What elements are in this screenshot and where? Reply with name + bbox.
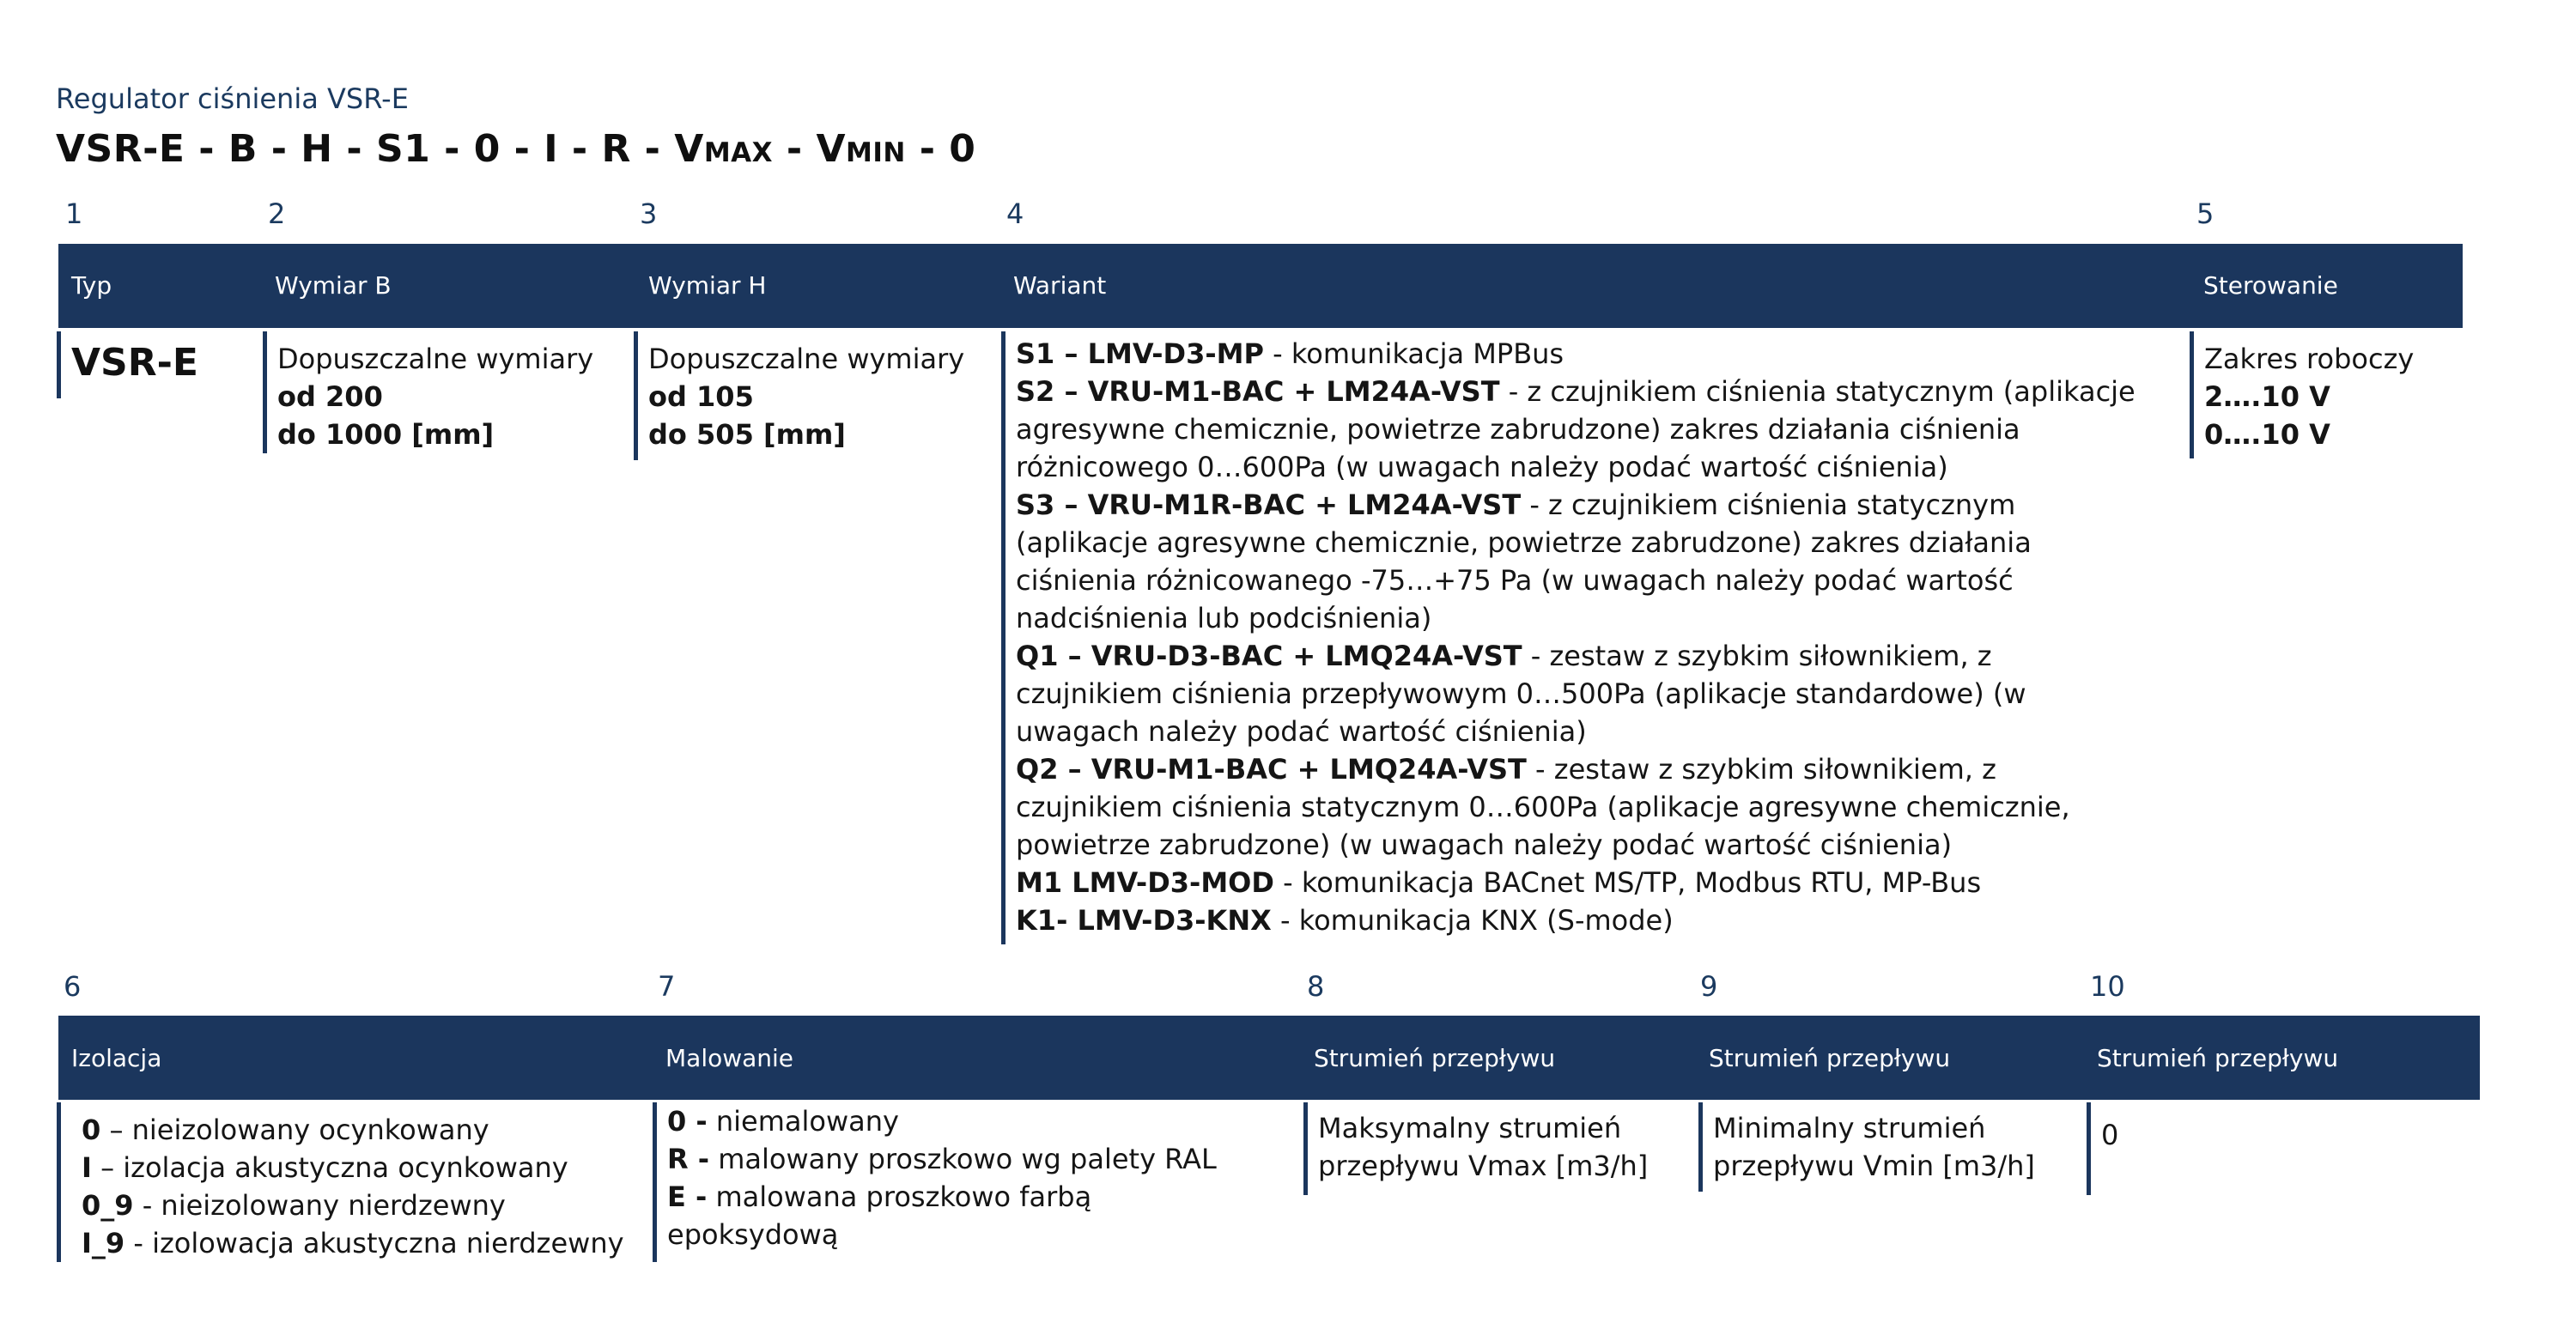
cell-izolacja (57, 1102, 653, 1262)
wariant-desc: - komunikacja BACnet MS/TP, Modbus RTU, MP-Bus (1273, 866, 1982, 899)
wariant-item (1016, 901, 2147, 939)
vmax-line2: przepływu Vmax [m3/h] (1318, 1150, 1649, 1182)
malowanie-desc: malowany proszkowo wg palety RAL (709, 1143, 1217, 1175)
header-sterowanie: Sterowanie (2203, 271, 2338, 300)
vmin-line2: przepływu Vmin [m3/h] (1713, 1150, 2035, 1182)
cell-wariant (1001, 331, 2164, 944)
wariant-item (1016, 750, 2147, 864)
col-number-7: 7 (658, 970, 676, 1003)
izolacja-item (82, 1186, 653, 1224)
wariant-code: S3 – VRU-M1R-BAC + LM24A-VST (1016, 489, 1522, 521)
cell-wymiar-h (634, 331, 1001, 460)
wariant-item (1016, 486, 2147, 637)
col-number-5: 5 (2196, 197, 2215, 230)
wymiar-b-line3: do 1000 [mm] (277, 418, 495, 451)
wariant-code: S1 – LMV-D3-MP (1016, 337, 1264, 370)
col-number-8: 8 (1307, 970, 1325, 1003)
wariant-code: M1 LMV-D3-MOD (1016, 866, 1274, 899)
cell-wymiar-b (263, 331, 634, 453)
malowanie-item (667, 1140, 1303, 1178)
header-typ: Typ (71, 271, 112, 300)
izolacja-code: I_9 (82, 1227, 125, 1259)
malowanie-item (667, 1102, 1303, 1140)
malowanie-desc: malowana proszkowo farbą epoksydową (667, 1180, 1092, 1251)
code-vmin-sub: MIN (846, 137, 906, 168)
cell-malowanie (653, 1102, 1303, 1262)
wariant-code: K1- LMV-D3-KNX (1016, 904, 1272, 937)
vmax-line1: Maksymalny strumień (1318, 1112, 1622, 1144)
sterowanie-line3: 0….10 V (2204, 418, 2330, 451)
izolacja-code: I (82, 1151, 92, 1184)
col-number-6: 6 (64, 970, 82, 1003)
wariant-desc: - komunikacja KNX (S-mode) (1271, 904, 1674, 937)
wariant-desc: - z czujnikiem ciśnienia statycznym (aplikacje agresywne chemicznie, powietrze zabrudzone) zakres działania ciśnienia różnicowanego -75…+75 Pa (w uwagach należy podać wartość nadciśnienia lub podciśnienia) (1016, 489, 2032, 634)
izolacja-desc: - izolowacja akustyczna nierdzewny (125, 1227, 624, 1259)
wariant-item (1016, 373, 2147, 486)
header-wymiar-h: Wymiar H (648, 271, 767, 300)
cell-sterowanie (2190, 331, 2473, 458)
cell-vmax (1303, 1102, 1698, 1195)
col-number-9: 9 (1700, 970, 1718, 1003)
wymiar-b-line2: od 200 (277, 380, 383, 413)
izolacja-item (82, 1149, 653, 1186)
vmin-line1: Minimalny strumień (1713, 1112, 1986, 1144)
header-izolacja: Izolacja (71, 1044, 162, 1072)
wariant-code: Q1 – VRU-D3-BAC + LMQ24A-VST (1016, 640, 1522, 672)
code-vmin-v: V (816, 127, 847, 171)
malowanie-code: 0 - (667, 1105, 708, 1138)
page-subtitle: Regulator ciśnienia VSR-E (56, 82, 409, 115)
wariant-desc: - komunikacja MPBus (1263, 337, 1564, 370)
malowanie-code: R - (667, 1143, 710, 1175)
col-number-1: 1 (65, 197, 83, 230)
code-vmax-sub: MAX (703, 137, 774, 168)
wymiar-h-line1: Dopuszczalne wymiary (648, 343, 965, 375)
sterowanie-line2: 2….10 V (2204, 380, 2330, 413)
header-strumien-last: Strumień przepływu (2097, 1044, 2339, 1072)
wariant-item (1016, 335, 2147, 373)
izolacja-item (82, 1224, 653, 1262)
col-number-3: 3 (640, 197, 658, 230)
product-code (56, 127, 975, 171)
izolacja-item (82, 1111, 653, 1149)
header-wymiar-b: Wymiar B (275, 271, 392, 300)
izolacja-code: 0 (82, 1114, 101, 1146)
code-main: VSR-E - B - H - S1 - 0 - I - R - (56, 127, 675, 171)
malowanie-desc: niemalowany (707, 1105, 899, 1138)
code-vmax-v: V (674, 127, 704, 171)
col-number-2: 2 (268, 197, 286, 230)
code-sep: - (773, 127, 817, 171)
malowanie-item (667, 1178, 1148, 1253)
malowanie-code: E - (667, 1180, 708, 1213)
header-strumien-max: Strumień przepływu (1314, 1044, 1556, 1072)
wariant-desc: - z czujnikiem ciśnienia statycznym (aplikacje agresywne chemicznie, powietrze zabrudzone) zakres działania ciśnienia różnicowego 0…600Pa (w uwagach należy podać wartość ciśnienia) (1016, 375, 2136, 483)
header-wariant: Wariant (1013, 271, 1107, 300)
col-number-4: 4 (1006, 197, 1024, 230)
typ-value: VSR-E (71, 341, 198, 385)
wariant-item (1016, 864, 2147, 901)
izolacja-desc: – nieizolowany ocynkowany (100, 1114, 489, 1146)
izolacja-code: 0_9 (82, 1189, 134, 1222)
header-strumien-min: Strumień przepływu (1709, 1044, 1951, 1072)
table1-header-bar (58, 244, 2463, 328)
cell-last (2087, 1102, 2464, 1195)
sterowanie-line1: Zakres roboczy (2204, 343, 2415, 375)
izolacja-desc: – izolacja akustyczna ocynkowany (91, 1151, 568, 1184)
code-tail: - 0 (905, 127, 976, 171)
wariant-code: Q2 – VRU-M1-BAC + LMQ24A-VST (1016, 753, 1527, 786)
wariant-desc: - zestaw z szybkim siłownikiem, z czujnikiem ciśnienia przepływowym 0…500Pa (aplikacje standardowe) (w uwagach należy podać wartość ciśnienia) (1016, 640, 2026, 748)
wariant-item (1016, 637, 2147, 750)
izolacja-desc: - nieizolowany nierdzewny (133, 1189, 506, 1222)
col-number-10: 10 (2090, 970, 2125, 1003)
cell-vmin (1698, 1102, 2087, 1192)
wariant-desc: - zestaw z szybkim siłownikiem, z czujnikiem ciśnienia statycznym 0…600Pa (aplikacje agresywne chemicznie, powietrze zabrudzone) (w uwagach należy podać wartość ciśnienia) (1016, 753, 2070, 861)
wariant-code: S2 – VRU-M1-BAC + LM24A-VST (1016, 375, 1500, 408)
header-malowanie: Malowanie (665, 1044, 794, 1072)
last-value: 0 (2101, 1119, 2119, 1151)
cell-typ (57, 331, 263, 398)
wymiar-h-line2: od 105 (648, 380, 754, 413)
wymiar-h-line3: do 505 [mm] (648, 418, 846, 451)
wymiar-b-line1: Dopuszczalne wymiary (277, 343, 594, 375)
